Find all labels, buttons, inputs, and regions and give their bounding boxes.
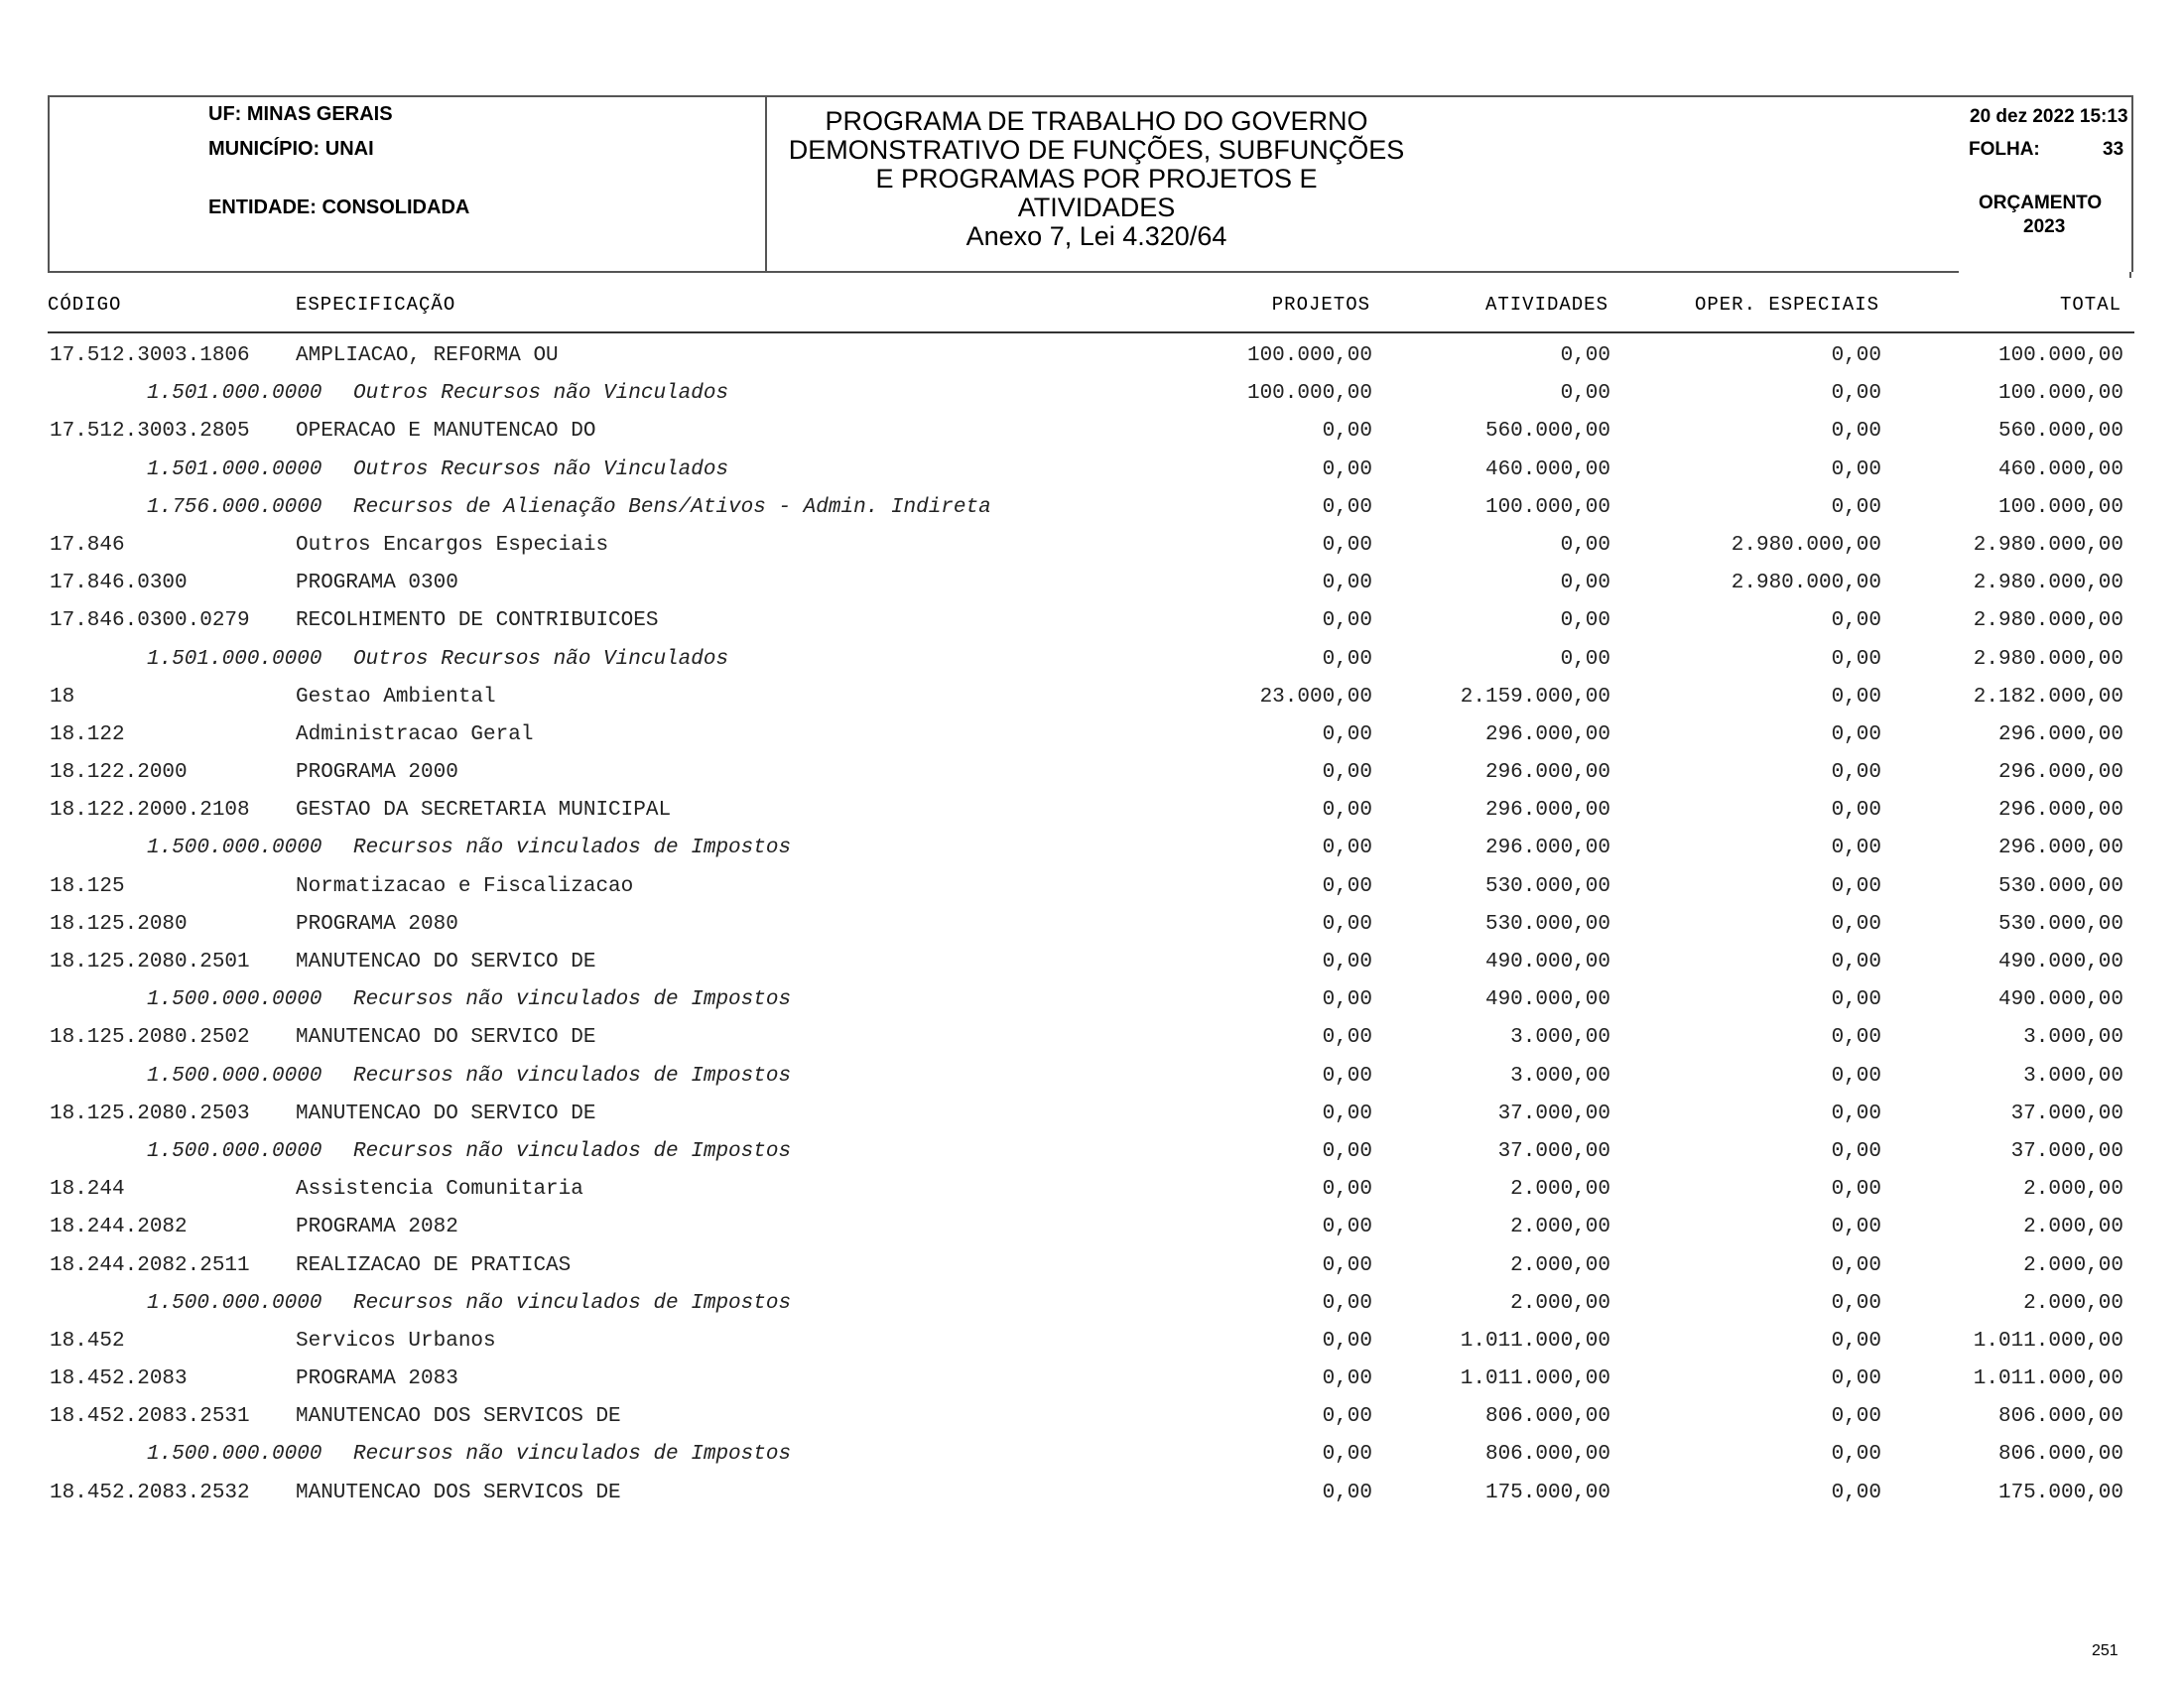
table-row xyxy=(0,1398,2184,1436)
column-header-especificacao: ESPECIFICAÇÃO xyxy=(296,294,456,316)
cell-atividades: 1.011.000,00 xyxy=(1460,1329,1610,1353)
table-row-source xyxy=(0,830,2184,867)
cell-atividades: 296.000,00 xyxy=(1484,837,1610,860)
cell-atividades: 0,00 xyxy=(1560,609,1610,633)
table-row xyxy=(0,1247,2184,1285)
cell-especificacao: Gestao Ambiental xyxy=(296,685,496,709)
cell-codigo: 18.125.2080.2503 xyxy=(50,1102,250,1125)
cell-total: 3.000,00 xyxy=(2023,1026,2123,1050)
cell-oper-especiais: 0,00 xyxy=(1831,761,1881,785)
report-title xyxy=(754,107,1439,251)
cell-especificacao: Normatizacao e Fiscalizacao xyxy=(296,874,634,898)
cell-codigo: 1.500.000.0000 xyxy=(147,1139,322,1163)
cell-atividades: 37.000,00 xyxy=(1497,1139,1610,1163)
cell-oper-especiais: 0,00 xyxy=(1831,1253,1881,1277)
cell-atividades: 2.000,00 xyxy=(1510,1216,1610,1239)
cell-oper-especiais: 0,00 xyxy=(1831,647,1881,671)
cell-especificacao: PROGRAMA 0300 xyxy=(296,572,458,595)
table-body xyxy=(0,337,2184,1512)
cell-total: 1.011.000,00 xyxy=(1973,1329,2123,1353)
cell-atividades: 3.000,00 xyxy=(1510,1026,1610,1050)
cell-projetos: 0,00 xyxy=(1322,1064,1372,1088)
cell-projetos: 0,00 xyxy=(1322,1178,1372,1202)
cell-total: 490.000,00 xyxy=(1997,988,2123,1012)
cell-total: 2.000,00 xyxy=(2023,1216,2123,1239)
cell-total: 296.000,00 xyxy=(1997,799,2123,823)
table-row xyxy=(0,679,2184,716)
cell-projetos: 100.000,00 xyxy=(1246,344,1372,367)
cell-atividades: 806.000,00 xyxy=(1484,1443,1610,1467)
cell-oper-especiais: 0,00 xyxy=(1831,912,1881,936)
table-row xyxy=(0,1361,2184,1398)
cell-especificacao: MANUTENCAO DO SERVICO DE xyxy=(296,951,596,974)
cell-atividades: 296.000,00 xyxy=(1484,761,1610,785)
cell-atividades: 0,00 xyxy=(1560,344,1610,367)
title-line-5: Anexo 7, Lei 4.320/64 xyxy=(965,221,1227,251)
cell-atividades: 2.159.000,00 xyxy=(1460,685,1610,709)
cell-oper-especiais: 0,00 xyxy=(1831,874,1881,898)
cell-codigo: 1.500.000.0000 xyxy=(147,1443,322,1467)
cell-atividades: 100.000,00 xyxy=(1484,495,1610,519)
table-row xyxy=(0,868,2184,906)
cell-projetos: 0,00 xyxy=(1322,837,1372,860)
table-row xyxy=(0,754,2184,792)
cell-oper-especiais: 0,00 xyxy=(1831,722,1881,746)
title-line-2: DEMONSTRATIVO DE FUNÇÕES, SUBFUNÇÕES xyxy=(788,135,1405,165)
cell-oper-especiais: 0,00 xyxy=(1831,1443,1881,1467)
cell-projetos: 0,00 xyxy=(1322,799,1372,823)
cell-total: 2.980.000,00 xyxy=(1973,572,2123,595)
cell-total: 175.000,00 xyxy=(1997,1481,2123,1504)
cell-codigo: 1.756.000.0000 xyxy=(147,495,322,519)
cell-atividades: 0,00 xyxy=(1560,647,1610,671)
cell-atividades: 0,00 xyxy=(1560,572,1610,595)
cell-atividades: 460.000,00 xyxy=(1484,457,1610,481)
cell-especificacao: PROGRAMA 2080 xyxy=(296,912,458,936)
cell-oper-especiais: 2.980.000,00 xyxy=(1731,572,1881,595)
cell-total: 2.182.000,00 xyxy=(1973,685,2123,709)
cell-atividades: 490.000,00 xyxy=(1484,951,1610,974)
cell-total: 37.000,00 xyxy=(2010,1139,2123,1163)
table-row xyxy=(0,337,2184,375)
table-row-source xyxy=(0,1285,2184,1323)
table-row xyxy=(0,602,2184,640)
entidade-label: ENTIDADE: CONSOLIDADA xyxy=(208,196,470,218)
cell-projetos: 0,00 xyxy=(1322,912,1372,936)
cell-oper-especiais: 0,00 xyxy=(1831,1178,1881,1202)
cell-atividades: 175.000,00 xyxy=(1484,1481,1610,1504)
table-row xyxy=(0,565,2184,602)
table-row xyxy=(0,1096,2184,1133)
cell-codigo: 1.501.000.0000 xyxy=(147,457,322,481)
cell-oper-especiais: 0,00 xyxy=(1831,1139,1881,1163)
header-left-border xyxy=(48,95,50,272)
cell-atividades: 2.000,00 xyxy=(1510,1291,1610,1315)
cell-especificacao: PROGRAMA 2000 xyxy=(296,761,458,785)
cell-oper-especiais: 0,00 xyxy=(1831,951,1881,974)
table-row-source xyxy=(0,1436,2184,1474)
cell-projetos: 0,00 xyxy=(1322,572,1372,595)
cell-atividades: 530.000,00 xyxy=(1484,874,1610,898)
cell-total: 100.000,00 xyxy=(1997,344,2123,367)
table-row xyxy=(0,716,2184,754)
column-header-codigo: CÓDIGO xyxy=(48,294,122,316)
table-row xyxy=(0,944,2184,981)
page-number: 251 xyxy=(2092,1642,2119,1659)
cell-oper-especiais: 0,00 xyxy=(1831,1481,1881,1504)
cell-projetos: 0,00 xyxy=(1322,1367,1372,1391)
table-row xyxy=(0,1323,2184,1361)
folha-value: 33 xyxy=(2103,139,2124,160)
column-header-projetos: PROJETOS xyxy=(1271,294,1370,316)
cell-atividades: 560.000,00 xyxy=(1484,420,1610,444)
table-row-source xyxy=(0,641,2184,679)
cell-projetos: 0,00 xyxy=(1322,1026,1372,1050)
cell-especificacao: MANUTENCAO DO SERVICO DE xyxy=(296,1102,596,1125)
cell-total: 2.980.000,00 xyxy=(1973,647,2123,671)
cell-especificacao: MANUTENCAO DOS SERVICOS DE xyxy=(296,1481,621,1504)
table-row xyxy=(0,527,2184,565)
cell-oper-especiais: 0,00 xyxy=(1831,1329,1881,1353)
cell-especificacao: Assistencia Comunitaria xyxy=(296,1178,583,1202)
cell-projetos: 0,00 xyxy=(1322,1216,1372,1239)
header-right-border xyxy=(2131,95,2133,272)
folha-label: FOLHA: xyxy=(1969,139,2040,160)
cell-projetos: 0,00 xyxy=(1322,874,1372,898)
cell-projetos: 0,00 xyxy=(1322,988,1372,1012)
table-row xyxy=(0,1019,2184,1057)
uf-label: UF: MINAS GERAIS xyxy=(208,103,393,125)
cell-oper-especiais: 0,00 xyxy=(1831,344,1881,367)
cell-oper-especiais: 0,00 xyxy=(1831,988,1881,1012)
cell-projetos: 0,00 xyxy=(1322,1443,1372,1467)
cell-especificacao: Recursos não vinculados de Impostos xyxy=(353,837,792,860)
cell-total: 2.980.000,00 xyxy=(1973,533,2123,557)
cell-projetos: 0,00 xyxy=(1322,951,1372,974)
cell-total: 806.000,00 xyxy=(1997,1405,2123,1429)
cell-total: 100.000,00 xyxy=(1997,495,2123,519)
cell-codigo: 18.125 xyxy=(50,874,125,898)
cell-codigo: 17.512.3003.1806 xyxy=(50,344,250,367)
cell-especificacao: PROGRAMA 2082 xyxy=(296,1216,458,1239)
cell-codigo: 18.452.2083.2532 xyxy=(50,1481,250,1504)
cell-total: 2.980.000,00 xyxy=(1973,609,2123,633)
cell-projetos: 0,00 xyxy=(1322,533,1372,557)
cell-projetos: 0,00 xyxy=(1322,1102,1372,1125)
cell-especificacao: GESTAO DA SECRETARIA MUNICIPAL xyxy=(296,799,672,823)
cell-total: 37.000,00 xyxy=(2010,1102,2123,1125)
cell-atividades: 2.000,00 xyxy=(1510,1253,1610,1277)
cell-projetos: 0,00 xyxy=(1322,609,1372,633)
column-header-oper-especiais: OPER. ESPECIAIS xyxy=(1694,294,1879,316)
cell-total: 2.000,00 xyxy=(2023,1253,2123,1277)
cell-oper-especiais: 0,00 xyxy=(1831,495,1881,519)
cell-atividades: 3.000,00 xyxy=(1510,1064,1610,1088)
cell-especificacao: Recursos não vinculados de Impostos xyxy=(353,988,792,1012)
cell-codigo: 18.452.2083.2531 xyxy=(50,1405,250,1429)
cell-total: 296.000,00 xyxy=(1997,722,2123,746)
orcamento-year: 2023 xyxy=(2023,216,2066,237)
cell-atividades: 0,00 xyxy=(1560,533,1610,557)
cell-atividades: 296.000,00 xyxy=(1484,799,1610,823)
cell-codigo: 1.500.000.0000 xyxy=(147,1291,322,1315)
cell-oper-especiais: 0,00 xyxy=(1831,1367,1881,1391)
cell-total: 2.000,00 xyxy=(2023,1178,2123,1202)
cell-especificacao: Servicos Urbanos xyxy=(296,1329,496,1353)
cell-codigo: 18.452 xyxy=(50,1329,125,1353)
cell-oper-especiais: 0,00 xyxy=(1831,457,1881,481)
cell-especificacao: Outros Recursos não Vinculados xyxy=(353,647,729,671)
cell-projetos: 0,00 xyxy=(1322,1405,1372,1429)
cell-oper-especiais: 0,00 xyxy=(1831,1102,1881,1125)
table-row-source xyxy=(0,452,2184,489)
cell-oper-especiais: 0,00 xyxy=(1831,1216,1881,1239)
cell-oper-especiais: 0,00 xyxy=(1831,1026,1881,1050)
cell-projetos: 0,00 xyxy=(1322,1253,1372,1277)
column-header-total: TOTAL xyxy=(2059,294,2121,316)
cell-projetos: 0,00 xyxy=(1322,1481,1372,1504)
cell-especificacao: RECOLHIMENTO DE CONTRIBUICOES xyxy=(296,609,659,633)
cell-oper-especiais: 0,00 xyxy=(1831,1291,1881,1315)
cell-especificacao: Outros Encargos Especiais xyxy=(296,533,609,557)
table-row-source xyxy=(0,1133,2184,1171)
cell-especificacao: Recursos de Alienação Bens/Ativos - Admin. Indireta xyxy=(353,495,991,519)
cell-total: 490.000,00 xyxy=(1997,951,2123,974)
cell-especificacao: Recursos não vinculados de Impostos xyxy=(353,1064,792,1088)
title-line-3: E PROGRAMAS POR PROJETOS E xyxy=(875,164,1318,194)
cell-projetos: 0,00 xyxy=(1322,1291,1372,1315)
column-header-rule xyxy=(48,331,2134,333)
cell-codigo: 1.501.000.0000 xyxy=(147,647,322,671)
cell-oper-especiais: 0,00 xyxy=(1831,609,1881,633)
cell-total: 806.000,00 xyxy=(1997,1443,2123,1467)
cell-total: 560.000,00 xyxy=(1997,420,2123,444)
cell-codigo: 17.846 xyxy=(50,533,125,557)
cell-especificacao: Outros Recursos não Vinculados xyxy=(353,382,729,406)
cell-especificacao: OPERACAO E MANUTENCAO DO xyxy=(296,420,596,444)
cell-projetos: 0,00 xyxy=(1322,1329,1372,1353)
cell-especificacao: REALIZACAO DE PRATICAS xyxy=(296,1253,572,1277)
cell-codigo: 18.452.2083 xyxy=(50,1367,188,1391)
cell-codigo: 18.244.2082.2511 xyxy=(50,1253,250,1277)
table-row-source xyxy=(0,981,2184,1019)
cell-especificacao: Outros Recursos não Vinculados xyxy=(353,457,729,481)
municipio-label: MUNICÍPIO: UNAI xyxy=(208,138,374,160)
cell-especificacao: PROGRAMA 2083 xyxy=(296,1367,458,1391)
cell-projetos: 0,00 xyxy=(1322,647,1372,671)
cell-total: 3.000,00 xyxy=(2023,1064,2123,1088)
cell-oper-especiais: 2.980.000,00 xyxy=(1731,533,1881,557)
cell-projetos: 0,00 xyxy=(1322,1139,1372,1163)
cell-projetos: 0,00 xyxy=(1322,495,1372,519)
cell-especificacao: Recursos não vinculados de Impostos xyxy=(353,1139,792,1163)
cell-codigo: 1.500.000.0000 xyxy=(147,837,322,860)
header-right-tick xyxy=(2129,272,2131,278)
cell-atividades: 490.000,00 xyxy=(1484,988,1610,1012)
cell-codigo: 18.122.2000.2108 xyxy=(50,799,250,823)
table-row xyxy=(0,1475,2184,1512)
cell-oper-especiais: 0,00 xyxy=(1831,799,1881,823)
cell-projetos: 0,00 xyxy=(1322,761,1372,785)
header-bottom-border xyxy=(48,271,1959,273)
cell-atividades: 530.000,00 xyxy=(1484,912,1610,936)
cell-total: 1.011.000,00 xyxy=(1973,1367,2123,1391)
cell-codigo: 1.500.000.0000 xyxy=(147,1064,322,1088)
cell-oper-especiais: 0,00 xyxy=(1831,1064,1881,1088)
cell-projetos: 0,00 xyxy=(1322,457,1372,481)
cell-total: 100.000,00 xyxy=(1997,382,2123,406)
cell-oper-especiais: 0,00 xyxy=(1831,685,1881,709)
cell-atividades: 1.011.000,00 xyxy=(1460,1367,1610,1391)
cell-especificacao: AMPLIACAO, REFORMA OU xyxy=(296,344,559,367)
table-row xyxy=(0,1209,2184,1246)
cell-codigo: 18.125.2080.2502 xyxy=(50,1026,250,1050)
cell-total: 2.000,00 xyxy=(2023,1291,2123,1315)
cell-atividades: 806.000,00 xyxy=(1484,1405,1610,1429)
cell-atividades: 37.000,00 xyxy=(1497,1102,1610,1125)
cell-atividades: 2.000,00 xyxy=(1510,1178,1610,1202)
cell-oper-especiais: 0,00 xyxy=(1831,382,1881,406)
cell-oper-especiais: 0,00 xyxy=(1831,420,1881,444)
cell-codigo: 1.500.000.0000 xyxy=(147,988,322,1012)
orcamento-label: ORÇAMENTO xyxy=(1979,193,2103,213)
cell-codigo: 18.125.2080 xyxy=(50,912,188,936)
cell-projetos: 100.000,00 xyxy=(1246,382,1372,406)
cell-codigo: 18 xyxy=(50,685,75,709)
cell-oper-especiais: 0,00 xyxy=(1831,1405,1881,1429)
cell-especificacao: Administracao Geral xyxy=(296,722,534,746)
cell-codigo: 18.244 xyxy=(50,1178,125,1202)
cell-especificacao: Recursos não vinculados de Impostos xyxy=(353,1443,792,1467)
cell-projetos: 0,00 xyxy=(1322,420,1372,444)
cell-codigo: 18.125.2080.2501 xyxy=(50,951,250,974)
cell-especificacao: MANUTENCAO DOS SERVICOS DE xyxy=(296,1405,621,1429)
report-date: 20 dez 2022 15:13 xyxy=(1970,106,2128,127)
table-row xyxy=(0,1171,2184,1209)
title-line-4: ATIVIDADES xyxy=(1017,193,1176,222)
table-row xyxy=(0,906,2184,944)
cell-total: 296.000,00 xyxy=(1997,761,2123,785)
table-row xyxy=(0,413,2184,451)
cell-total: 296.000,00 xyxy=(1997,837,2123,860)
cell-total: 460.000,00 xyxy=(1997,457,2123,481)
cell-atividades: 0,00 xyxy=(1560,382,1610,406)
cell-especificacao: Recursos não vinculados de Impostos xyxy=(353,1291,792,1315)
cell-projetos: 0,00 xyxy=(1322,722,1372,746)
cell-projetos: 23.000,00 xyxy=(1259,685,1372,709)
cell-codigo: 1.501.000.0000 xyxy=(147,382,322,406)
cell-codigo: 18.122 xyxy=(50,722,125,746)
table-row xyxy=(0,792,2184,830)
cell-atividades: 296.000,00 xyxy=(1484,722,1610,746)
column-header-atividades: ATIVIDADES xyxy=(1484,294,1608,316)
cell-oper-especiais: 0,00 xyxy=(1831,837,1881,860)
table-row-source xyxy=(0,1058,2184,1096)
cell-codigo: 17.846.0300 xyxy=(50,572,188,595)
cell-total: 530.000,00 xyxy=(1997,912,2123,936)
table-row-source xyxy=(0,375,2184,413)
cell-codigo: 17.512.3003.2805 xyxy=(50,420,250,444)
cell-codigo: 18.244.2082 xyxy=(50,1216,188,1239)
cell-total: 530.000,00 xyxy=(1997,874,2123,898)
cell-codigo: 18.122.2000 xyxy=(50,761,188,785)
table-row-source xyxy=(0,489,2184,527)
title-line-1: PROGRAMA DE TRABALHO DO GOVERNO xyxy=(825,106,1368,136)
cell-especificacao: MANUTENCAO DO SERVICO DE xyxy=(296,1026,596,1050)
cell-codigo: 17.846.0300.0279 xyxy=(50,609,250,633)
